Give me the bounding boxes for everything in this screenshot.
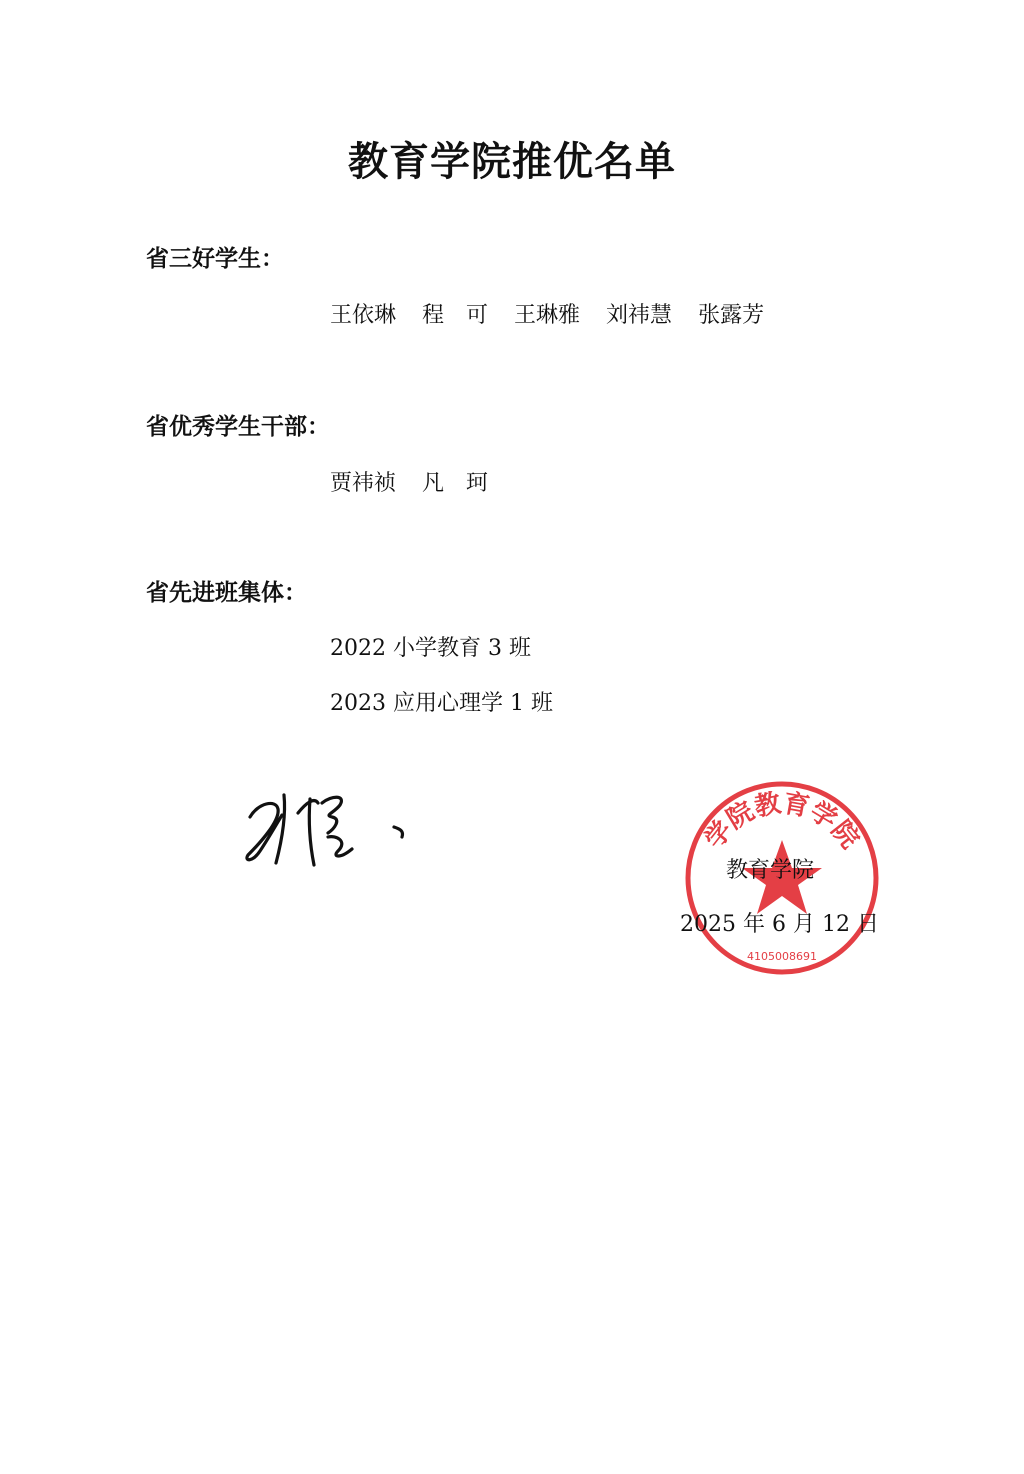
handwritten-signature — [236, 785, 426, 875]
class-entry: 2023 应用心理学 1 班 — [330, 691, 553, 716]
student-name: 张露芳 — [698, 303, 765, 328]
issuing-organization: 教育学院 — [726, 858, 815, 883]
svg-text:4105008691: 4105008691 — [747, 950, 817, 963]
svg-text:学院教育学院: 学院教育学院 — [699, 788, 865, 855]
student-name: 王依琳 — [330, 303, 397, 328]
student-cadres-list — [330, 466, 488, 497]
student-name: 凡 珂 — [422, 471, 489, 496]
student-name: 程 可 — [422, 303, 489, 328]
section-heading-merit-students: 省三好学生： — [146, 246, 284, 272]
merit-students-list — [330, 298, 764, 329]
class-entry: 2022 小学教育 3 班 — [330, 636, 531, 661]
student-name: 刘祎慧 — [606, 303, 673, 328]
student-name: 王琳雅 — [514, 303, 581, 328]
issue-date: 2025 年 6 月 12 日 — [680, 912, 879, 937]
section-heading-student-cadres: 省优秀学生干部： — [146, 414, 330, 440]
section-heading-advanced-classes: 省先进班集体： — [146, 580, 307, 606]
student-name: 贾祎祯 — [330, 471, 397, 496]
page-title: 教育学院推优名单 — [348, 139, 676, 185]
